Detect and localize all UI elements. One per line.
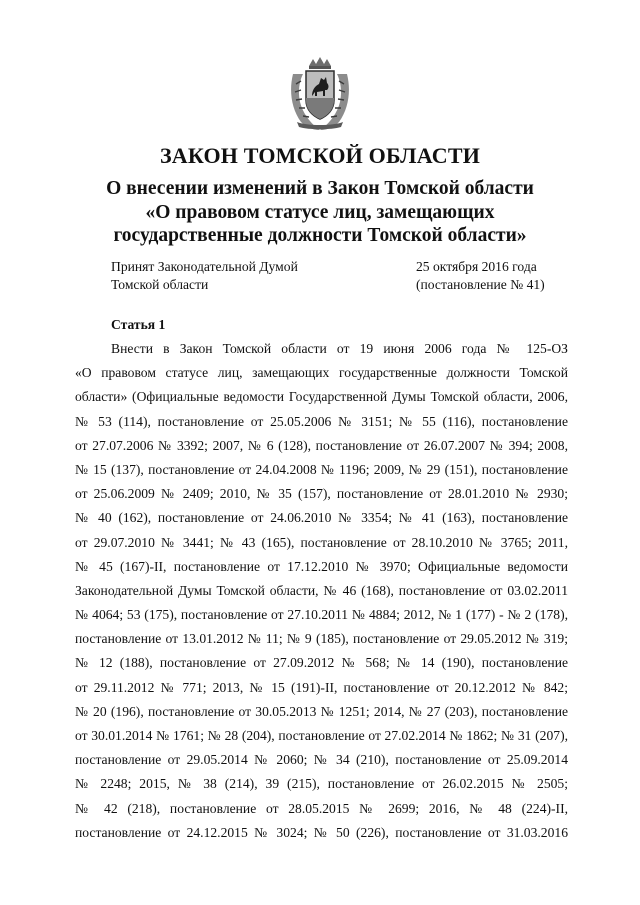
coat-of-arms-icon xyxy=(287,56,353,132)
body-line: «О правовом статусе лиц, замещающих государственные должности Томской xyxy=(75,365,568,381)
body-line: № 4064; 53 (175), постановление от 27.10.2011 № 4884; 2012, № 1 (177) - № 2 (178), xyxy=(75,607,568,623)
body-line: от 29.11.2012 № 771; 2013, № 15 (191)-II, постановление от 20.12.2012 № 842; xyxy=(75,679,568,695)
adopted-by-line: Принят Законодательной Думой xyxy=(111,259,298,274)
resolution-number: (постановление № 41) xyxy=(416,277,545,292)
body-line: № 40 (162), постановление от 24.06.2010 № 3354; № 41 (163), постановление xyxy=(75,510,568,526)
body-line: постановление от 13.01.2012 № 11; № 9 (185), постановление от 29.05.2012 № 319; xyxy=(75,631,568,647)
body-line: от 30.01.2014 № 1761; № 28 (204), постановление от 27.02.2014 № 1862; № 31 (207), xyxy=(75,728,568,743)
law-title: ЗАКОН ТОМСКОЙ ОБЛАСТИ xyxy=(159,143,481,168)
body-line: № 15 (137), постановление от 24.04.2008 № 1196; 2009, № 29 (151), постановление xyxy=(75,461,568,477)
subtitle-line: «О правовом статусе лиц, замещающих xyxy=(145,201,495,223)
body-line: области» (Официальные ведомости Государственной Думы Томской области, 2006, xyxy=(75,389,568,405)
body-line: от 25.06.2009 № 2409; 2010, № 35 (157), постановление от 28.01.2010 № 2930; xyxy=(75,486,568,502)
law-subtitle xyxy=(60,177,580,248)
adopted-by xyxy=(111,258,298,294)
body-line: № 2248; 2015, № 38 (214), 39 (215), постановление от 26.02.2015 № 2505; xyxy=(75,776,568,792)
body-line: Внести в Закон Томской области от 19 июня 2006 года № 125-ОЗ xyxy=(111,341,568,356)
body-line: постановление от 24.12.2015 № 3024; № 50 (226), постановление от 31.03.2016 xyxy=(75,824,568,840)
subtitle-line: О внесении изменений в Закон Томской области xyxy=(106,178,534,199)
adopted-by-line: Томской области xyxy=(111,277,209,292)
body-line: Законодательной Думы Томской области, № 46 (168), постановление от 03.02.2011 xyxy=(75,582,568,598)
adoption-date xyxy=(416,258,545,294)
body-line: № 42 (218), постановление от 28.05.2015 № 2699; 2016, № 48 (224)-II, xyxy=(75,800,568,816)
adoption-date-line: 25 октября 2016 года xyxy=(416,259,537,274)
subtitle-line: государственные должности Томской области» xyxy=(113,225,527,246)
article-body xyxy=(75,337,568,845)
body-line: № 45 (167)-II, постановление от 17.12.2010 № 3970; Официальные ведомости xyxy=(75,558,568,574)
body-line: № 20 (196), постановление от 30.05.2013 № 1251; 2014, № 27 (203), постановление xyxy=(75,703,568,719)
body-line: № 12 (188), постановление от 27.09.2012 № 568; № 14 (190), постановление xyxy=(75,655,568,671)
body-line: № 53 (114), постановление от 25.05.2006 № 3151; № 55 (116), постановление xyxy=(75,413,568,429)
body-line: от 27.07.2006 № 3392; 2007, № 6 (128), постановление от 26.07.2007 № 394; 2008, xyxy=(75,437,568,453)
article-heading: Статья 1 xyxy=(111,317,166,332)
body-line: постановление от 29.05.2014 № 2060; № 34 (210), постановление от 25.09.2014 xyxy=(75,752,568,768)
body-line: от 29.07.2010 № 3441; № 43 (165), постановление от 28.10.2010 № 3765; 2011, xyxy=(75,534,568,550)
